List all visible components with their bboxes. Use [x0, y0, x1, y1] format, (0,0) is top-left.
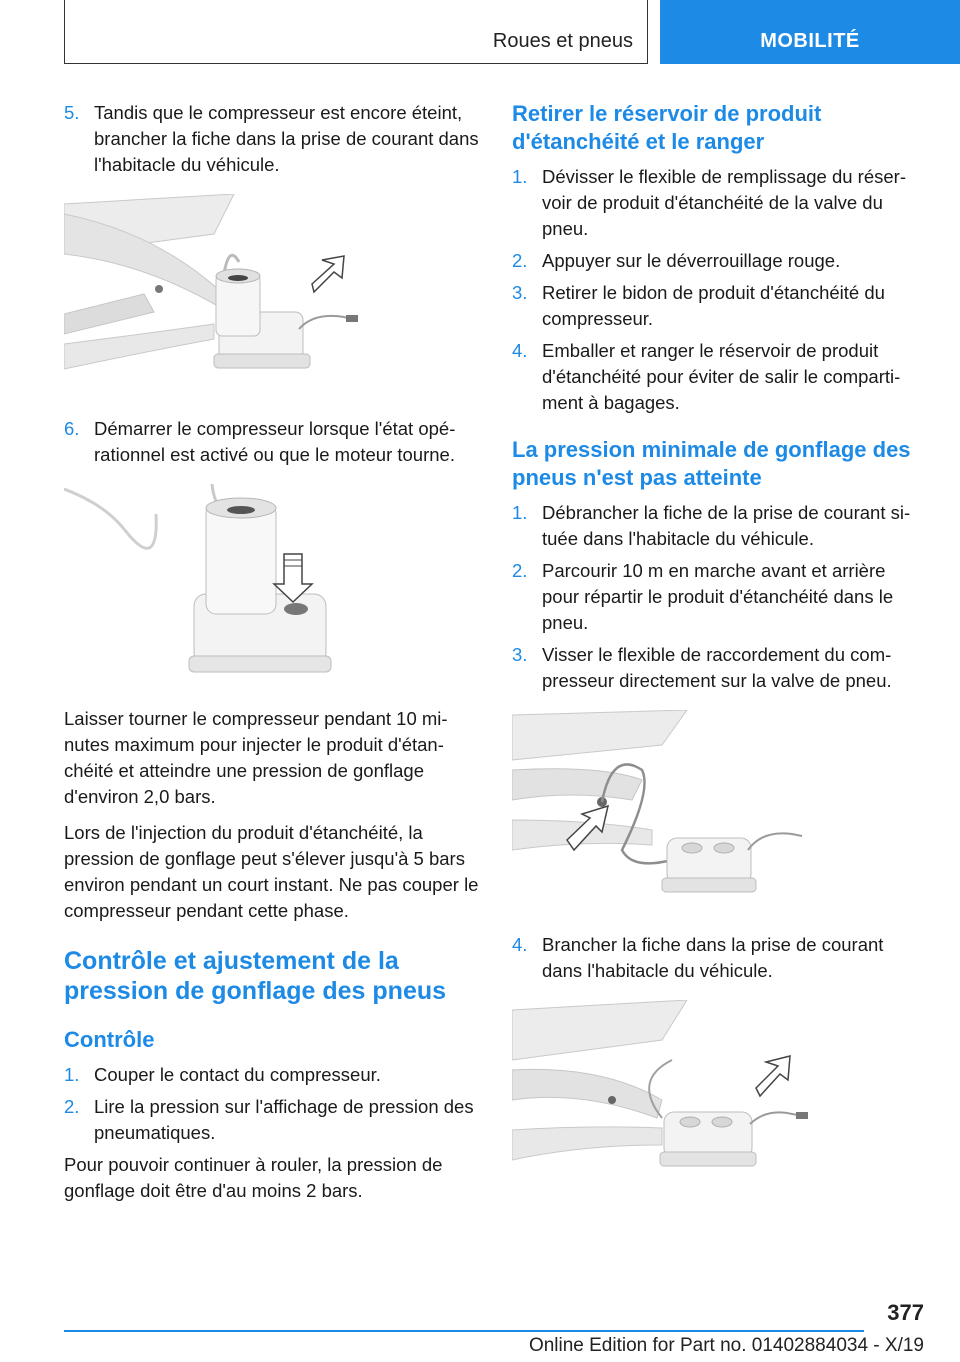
- step-item: [512, 248, 922, 274]
- step-text: Tandis que le compresseur est encore éteint, brancher la fiche dans la prise de courant dans l'habitacle du véhicule.: [94, 102, 479, 175]
- step-number: 1.: [512, 502, 528, 523]
- paragraph: Laisser tourner le compresseur pendant 10 minutes maximum pour injecter le produit d'étanchéité et atteindre une pression de gonflage d'environ 2,0 bars.: [64, 708, 448, 807]
- step-number: 3.: [512, 644, 528, 665]
- step-item: [64, 100, 480, 178]
- paragraph: Lors de l'injection du produit d'étanchéité, la pression de gonflage peut s'élever jusqu'à 5 bars environ pendant un court instant. Ne pas couper le compresseur pendant cette phase.: [64, 822, 479, 921]
- compressor-plug-illustration-2: [512, 1000, 812, 1180]
- step-text: Lire la pression sur l'affichage de pression des pneumatiques.: [94, 1096, 474, 1143]
- step-number: 2.: [512, 250, 528, 271]
- step-number: 4.: [512, 934, 528, 955]
- step-item: [512, 932, 922, 984]
- left-column: [64, 100, 480, 1214]
- step-number: 3.: [512, 282, 528, 303]
- step-item: [512, 164, 922, 242]
- subsection-heading: Contrôle: [64, 1027, 155, 1052]
- step-number: 2.: [512, 560, 528, 581]
- chapter-title: MOBILITÉ: [760, 30, 860, 52]
- hose-to-valve-illustration: [512, 710, 812, 910]
- step-item: [64, 1094, 480, 1146]
- step-number: 1.: [512, 166, 528, 187]
- compressor-start-illustration: [64, 484, 364, 684]
- step-text: Parcourir 10 m en marche avant et arrière pour répartir le produit d'étanchéité dans le pneu.: [542, 560, 894, 633]
- section-tab: [64, 0, 648, 64]
- section-heading: La pression minimale de gonflage des pneus n'est pas atteinte: [512, 437, 911, 490]
- step-text: Débrancher la fiche de la prise de courant située dans l'habitacle du véhicule.: [542, 502, 911, 549]
- step-item: [64, 416, 480, 468]
- section-heading: Retirer le réservoir de produit d'étanchéité et le ranger: [512, 101, 822, 154]
- step-number: 5.: [64, 102, 80, 123]
- footer-edition: Online Edition for Part no. 01402884034 - X/19: [528, 1335, 924, 1356]
- step-item: [512, 338, 922, 416]
- step-text: Emballer et ranger le réservoir de produit d'étanchéité pour éviter de salir le compartiment à bagages.: [542, 340, 901, 413]
- step-item: [512, 500, 922, 552]
- step-number: 2.: [64, 1096, 80, 1117]
- page-header: [64, 0, 960, 66]
- step-item: [512, 280, 922, 332]
- section-title: Roues et pneus: [492, 30, 633, 52]
- footer-divider: [64, 1330, 864, 1332]
- step-text: Couper le contact du compresseur.: [94, 1064, 381, 1085]
- step-number: 6.: [64, 418, 80, 439]
- section-heading: Contrôle et ajustement de la pression de gonflage des pneus: [64, 947, 447, 1005]
- step-item: [512, 558, 922, 636]
- step-text: Retirer le bidon de produit d'étanchéité du compresseur.: [542, 282, 885, 329]
- step-text: Appuyer sur le déverrouillage rouge.: [542, 250, 841, 271]
- paragraph: Pour pouvoir continuer à rouler, la pression de gonflage doit être d'au moins 2 bars.: [64, 1154, 443, 1201]
- right-column: [512, 100, 922, 1202]
- step-text: Visser le flexible de raccordement du compresseur directement sur la valve de pneu.: [542, 644, 892, 691]
- step-item: [64, 1062, 480, 1088]
- page-number: 377: [887, 1300, 924, 1325]
- compressor-plug-illustration: [64, 194, 364, 394]
- step-text: Dévisser le flexible de remplissage du réservoir de produit d'étanchéité de la valve du pneu.: [542, 166, 906, 239]
- step-item: [512, 642, 922, 694]
- step-number: 4.: [512, 340, 528, 361]
- chapter-tab: [660, 0, 960, 64]
- step-text: Démarrer le compresseur lorsque l'état opérationnel est activé ou que le moteur tourne.: [94, 418, 456, 465]
- step-number: 1.: [64, 1064, 80, 1085]
- step-text: Brancher la fiche dans la prise de courant dans l'habitacle du véhicule.: [542, 934, 884, 981]
